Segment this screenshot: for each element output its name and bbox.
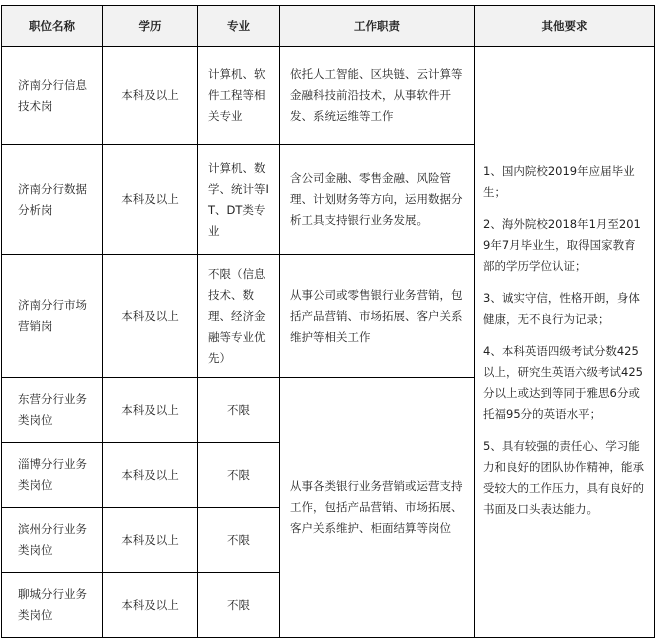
table-row bbox=[2, 47, 655, 145]
header-other-requirements: 其他要求 bbox=[475, 6, 655, 47]
education-cell: 本科及以上 bbox=[103, 145, 198, 255]
header-position: 职位名称 bbox=[2, 6, 103, 47]
education-cell: 本科及以上 bbox=[103, 573, 198, 638]
major-cell: 不限 bbox=[198, 443, 280, 508]
major-cell: 计算机、数学、统计等IT、DT类专业 bbox=[198, 145, 280, 255]
requirement-item: 2、海外院校2018年1月至2019年7月毕业生，取得国家教育部的学历学位认证； bbox=[483, 217, 641, 273]
other-requirements-cell bbox=[475, 47, 655, 638]
education-cell: 本科及以上 bbox=[103, 443, 198, 508]
position-cell: 济南分行信息技术岗 bbox=[2, 47, 103, 145]
position-cell: 济南分行数据分析岗 bbox=[2, 145, 103, 255]
duty-cell: 从事公司或零售银行业务营销，包括产品营销、市场拓展、客户关系维护等相关工作 bbox=[280, 255, 475, 378]
header-major: 专业 bbox=[198, 6, 280, 47]
major-cell: 不限 bbox=[198, 573, 280, 638]
position-cell: 滨州分行业务类岗位 bbox=[2, 508, 103, 573]
education-cell: 本科及以上 bbox=[103, 508, 198, 573]
position-cell: 济南分行市场营销岗 bbox=[2, 255, 103, 378]
duty-cell: 依托人工智能、区块链、云计算等金融科技前沿技术，从事软件开发、系统运维等工作 bbox=[280, 47, 475, 145]
major-cell: 不限 bbox=[198, 378, 280, 443]
position-cell: 聊城分行业务类岗位 bbox=[2, 573, 103, 638]
requirement-item: 5、具有较强的责任心、学习能力和良好的团队协作精神，能承受较大的工作压力，具有良好的书面及口头表达能力。 bbox=[483, 439, 644, 516]
major-cell: 不限 bbox=[198, 508, 280, 573]
header-education: 学历 bbox=[103, 6, 198, 47]
recruitment-table bbox=[1, 5, 655, 638]
requirement-item: 1、国内院校2019年应届毕业生； bbox=[483, 164, 635, 199]
header-duty: 工作职责 bbox=[280, 6, 475, 47]
shared-duty-cell: 从事各类银行业务营销或运营支持工作，包括产品营销、市场拓展、客户关系维护、柜面结算等岗位 bbox=[280, 378, 475, 638]
position-cell: 淄博分行业务类岗位 bbox=[2, 443, 103, 508]
requirement-item: 4、本科英语四级考试分数425以上，研究生英语六级考试425分以上或达到等同于雅思6分或托福95分的英语水平； bbox=[483, 344, 643, 421]
education-cell: 本科及以上 bbox=[103, 255, 198, 378]
major-cell: 不限（信息技术、数理、经济金融等专业优先） bbox=[198, 255, 280, 378]
education-cell: 本科及以上 bbox=[103, 47, 198, 145]
major-cell: 计算机、软件工程等相关专业 bbox=[198, 47, 280, 145]
education-cell: 本科及以上 bbox=[103, 378, 198, 443]
requirement-item: 3、诚实守信，性格开朗，身体健康，无不良行为记录； bbox=[483, 291, 640, 326]
position-cell: 东营分行业务类岗位 bbox=[2, 378, 103, 443]
duty-cell: 含公司金融、零售金融、风险管理、计划财务等方向，运用数据分析工具支持银行业务发展。 bbox=[280, 145, 475, 255]
header-row bbox=[2, 6, 655, 47]
